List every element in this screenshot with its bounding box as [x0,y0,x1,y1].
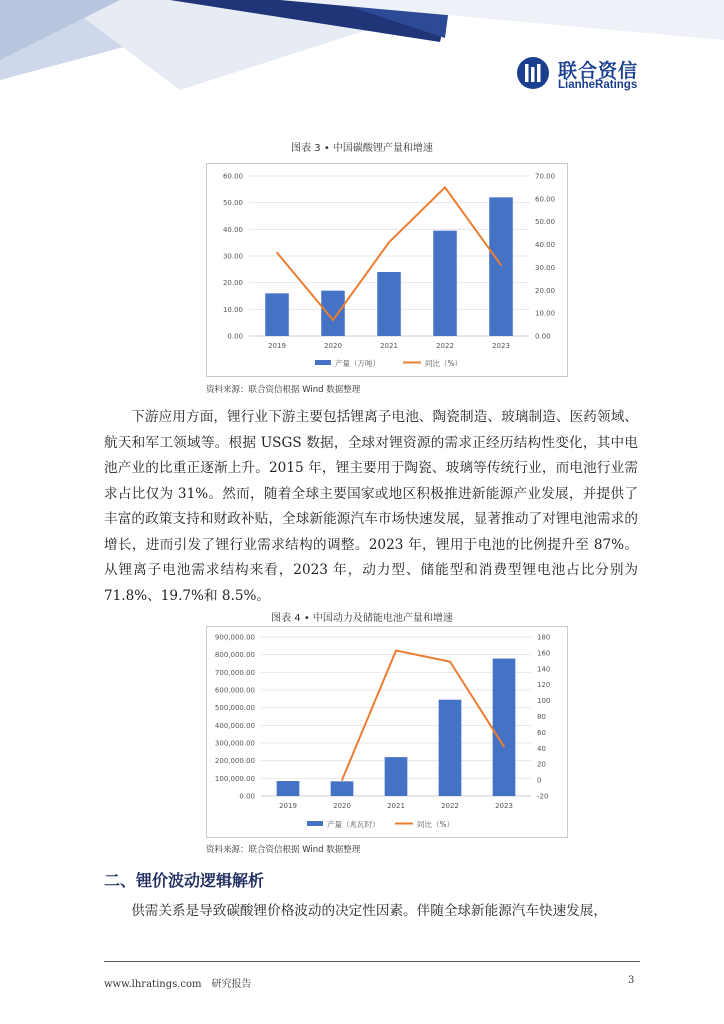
fig4-line-point [449,661,451,663]
fig3-bar [433,231,457,336]
figure3-chart [206,163,568,377]
fig4-y2-tick-label: 40 [537,744,546,753]
fig3-x-tick-label: 2019 [268,342,286,350]
fig4-y2-tick-label: 60 [537,728,546,737]
figure4-svg [207,627,567,837]
fig4-x-tick-label: 2023 [495,802,513,810]
body-paragraph-1: 下游应用方面，锂行业下游主要包括锂离子电池、陶瓷制造、玻璃制造、医药领域、航天和军工领域等。根据 USGS 数据，全球对锂资源的需求正经历结构性变化，其中电池产业的比重正逐渐上升。2015 年，锂主要用于陶瓷、玻璃等传统行业，而电池行业需求占比仅为 31%。然而，随着全球主要国家或地区积极推进新能源产业发展，并提供了丰富的政策支持和财政补贴，全球新能源汽车市场快速发展，显著推动了对锂电池需求的增长，进而引发了锂行业需求结构的调整。2023 年，锂用于电池的比例提升至 87%。从锂离子电池需求结构来看，2023 年，动力型、储能型和消费型锂电池占比分别为 71.8%、19.7%和 8.5%。 [104,409,638,604]
fig3-x-tick-label: 2021 [380,342,398,350]
fig3-y-tick-label: 50.00 [222,199,243,208]
fig4-x-tick-label: 2020 [333,802,351,810]
fig3-y2-tick-label: 50.00 [535,218,556,227]
fig3-y-tick-label: 30.00 [222,252,243,261]
fig4-bar [331,781,354,796]
fig3-line-point [500,264,502,266]
fig3-x-tick-label: 2020 [324,342,342,350]
figure4-chart [206,626,568,838]
fig4-y-tick-label: 300,000.00 [214,739,255,748]
figure3-svg [207,164,567,376]
fig4-y2-tick-label: 140 [537,665,551,674]
fig4-bar [493,659,516,796]
fig3-legend-bar-swatch [315,360,331,365]
figure4-source: 资料来源：联合资信根据 Wind 数据整理 [206,845,361,855]
fig3-y2-tick-label: 30.00 [535,263,556,272]
fig3-y2-tick-label: 70.00 [535,172,556,181]
fig4-y-tick-label: 100,000.00 [214,774,255,783]
fig4-y-tick-label: 600,000.00 [214,686,255,695]
fig3-y2-tick-label: 0.00 [535,332,551,341]
fig3-y2-tick-label: 10.00 [535,309,556,318]
fig4-x-tick-label: 2021 [387,802,405,810]
fig4-line-point [341,779,343,781]
figure4-title: 图表 4 • 中国动力及储能电池产量和增速 [271,613,453,624]
fig3-y-tick-label: 10.00 [222,305,243,314]
fig3-line-point [388,241,390,243]
fig3-y-tick-label: 0.00 [227,332,243,341]
fig3-y-tick-label: 60.00 [222,172,243,181]
fig4-y2-tick-label: 0 [537,776,542,785]
fig3-line-point [276,252,278,254]
fig4-y2-tick-label: 100 [537,697,551,706]
fig4-y-tick-label: 700,000.00 [214,668,255,677]
section-heading: 二、锂价波动逻辑解析 [104,871,265,890]
fig4-line-point [503,746,505,748]
fig4-y2-tick-label: 20 [537,760,546,769]
fig4-legend-bar-label: 产量（兆瓦时） [327,820,380,829]
page-number: 3 [628,975,635,986]
fig3-x-tick-label: 2022 [436,342,454,350]
fig3-x-tick-label: 2023 [492,342,510,350]
fig3-bar [489,197,513,336]
logo-name-cn: 联合资信 [558,60,639,82]
fig4-bar [385,757,408,796]
fig3-bar [265,293,289,336]
fig4-y2-tick-label: 180 [537,633,551,642]
fig4-y2-tick-label: -20 [537,792,549,801]
fig4-bar [277,781,300,796]
fig4-y-tick-label: 400,000.00 [214,721,255,730]
fig3-y2-tick-label: 20.00 [535,286,556,295]
company-logo [516,54,646,94]
figure3-title: 图表 3 • 中国碳酸锂产量和增速 [291,143,433,154]
fig3-line-point [444,187,446,189]
fig4-bar [439,700,462,796]
fig4-y2-tick-label: 120 [537,681,551,690]
logo-name-en: LianheRatings [558,79,638,91]
fig3-y2-tick-label: 60.00 [535,195,556,204]
body-paragraph-2: 供需关系是导致碳酸锂价格波动的决定性因素。伴随全球新能源汽车快速发展， [131,903,607,919]
fig4-legend-bar-swatch [307,821,323,826]
fig4-line-point [395,650,397,652]
footer-site: www.lhratings.com 研究报告 [104,979,252,990]
fig4-y-tick-label: 900,000.00 [214,633,255,642]
fig3-legend-bar-label: 产量（万吨） [335,359,380,368]
fig4-y-tick-label: 200,000.00 [214,757,255,766]
fig4-legend-line-label: 同比（%） [417,820,455,829]
lianhe-logo-icon [516,56,550,90]
fig3-y2-tick-label: 40.00 [535,241,556,250]
fig4-x-tick-label: 2019 [279,802,297,810]
figure3-source: 资料来源：联合资信根据 Wind 数据整理 [206,385,361,395]
fig3-bar [377,272,401,336]
fig4-y-tick-label: 800,000.00 [214,651,255,660]
fig3-y-tick-label: 40.00 [222,225,243,234]
fig3-line-point [332,319,334,321]
fig4-y2-tick-label: 160 [537,649,551,658]
fig4-x-tick-label: 2022 [441,802,459,810]
footer-divider [104,961,640,962]
fig3-y-tick-label: 20.00 [222,279,243,288]
fig4-y-tick-label: 500,000.00 [214,704,255,713]
fig4-y2-tick-label: 80 [537,713,546,721]
fig4-y-tick-label: 0.00 [239,792,255,801]
fig3-bar [321,291,345,336]
fig3-legend-line-label: 同比（%） [425,359,463,368]
